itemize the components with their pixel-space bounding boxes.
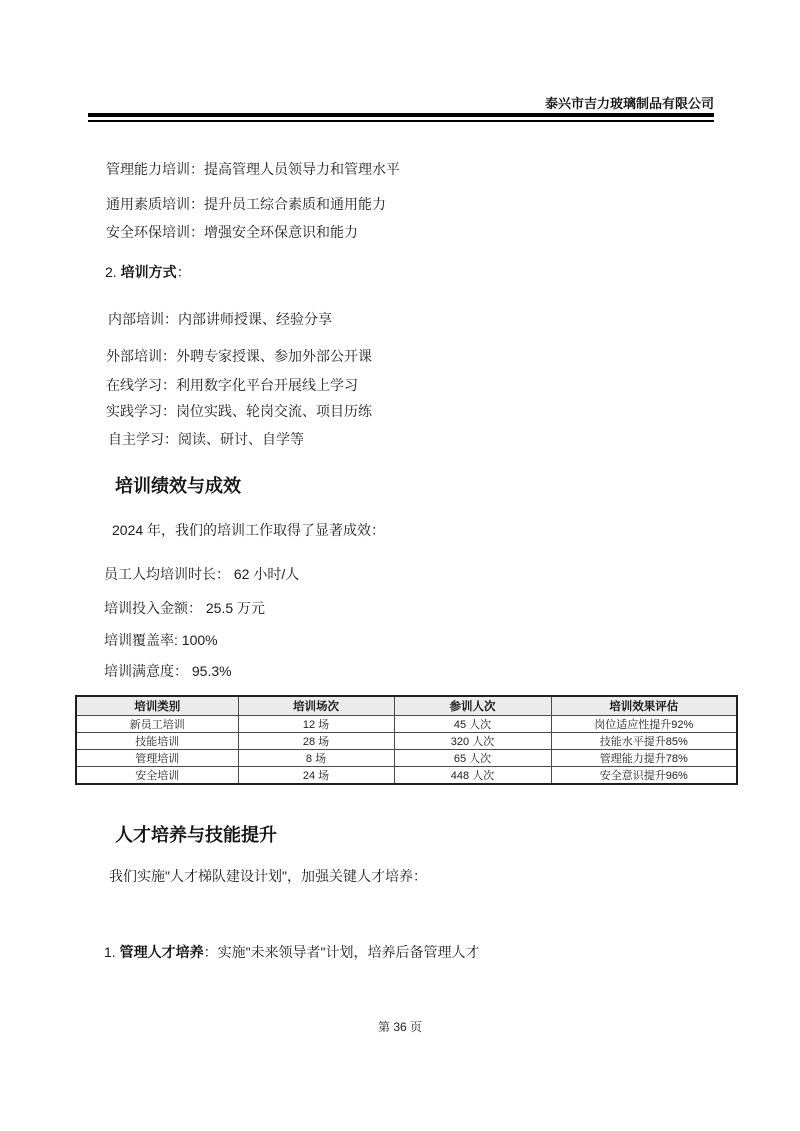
para-method-self-study: 自主学习：阅读、研讨、自学等 — [108, 431, 304, 447]
footer-page-number: 第 36 页 — [377, 1020, 423, 1034]
table-cell: 技能培训 — [76, 732, 238, 749]
table-cell: 448 人次 — [394, 766, 551, 784]
para-method-internal: 内部培训：内部讲师授课、经验分享 — [108, 311, 332, 327]
talent-item-number: 1. — [104, 944, 120, 960]
section-heading-performance: 培训绩效与成效 — [115, 476, 241, 496]
table-cell: 320 人次 — [394, 732, 551, 749]
table-header-row — [76, 696, 737, 715]
table-cell: 安全意识提升96% — [551, 766, 737, 784]
table-cell: 24 场 — [238, 766, 394, 784]
para-method-external: 外部培训：外聘专家授课、参加外部公开课 — [106, 348, 372, 364]
table-cell: 8 场 — [238, 749, 394, 766]
header-company-name: 泰兴市吉力玻璃制品有限公司 — [544, 96, 714, 111]
table-cell: 技能水平提升85% — [551, 732, 737, 749]
table-cell: 新员工培训 — [76, 715, 238, 732]
para-stat-satisfaction: 培训满意度： 95.3% — [104, 663, 232, 679]
methods-heading-number: 2. — [105, 264, 121, 280]
table-cell: 65 人次 — [394, 749, 551, 766]
para-method-online: 在线学习：利用数字化平台开展线上学习 — [106, 377, 358, 393]
table-cell: 12 场 — [238, 715, 394, 732]
table-header-effect: 培训效果评估 — [551, 696, 737, 715]
table-row — [76, 715, 737, 732]
para-stat-investment: 培训投入金额： 25.5 万元 — [104, 600, 266, 616]
table-cell: 安全培训 — [76, 766, 238, 784]
table-row — [76, 766, 737, 784]
training-stats-table — [75, 695, 738, 785]
para-training-type-management: 管理能力培训：提高管理人员领导力和管理水平 — [106, 161, 400, 177]
table-cell: 管理能力提升78% — [551, 749, 737, 766]
table-header-category: 培训类别 — [76, 696, 238, 715]
para-talent-intro: 我们实施"人才梯队建设计划"，加强关键人才培养： — [109, 868, 427, 884]
section-heading-talent: 人才培养与技能提升 — [115, 825, 277, 845]
para-methods-heading — [105, 264, 191, 281]
table-row — [76, 749, 737, 766]
para-stat-hours: 员工人均培训时长： 62 小时/人 — [104, 566, 300, 582]
para-method-practice: 实践学习：岗位实践、轮岗交流、项目历练 — [106, 403, 372, 419]
talent-item-desc: ：实施"未来领导者"计划，培养后备管理人才 — [203, 944, 480, 960]
table-cell: 管理培训 — [76, 749, 238, 766]
table-header-sessions: 培训场次 — [238, 696, 394, 715]
para-training-type-safety: 安全环保培训：增强安全环保意识和能力 — [106, 224, 358, 240]
para-performance-intro: 2024 年，我们的培训工作取得了显著成效： — [112, 522, 386, 538]
table-cell: 28 场 — [238, 732, 394, 749]
methods-heading-title: 培训方式 — [120, 264, 177, 280]
table-cell: 岗位适应性提升92% — [551, 715, 737, 732]
header-rule-thick — [88, 113, 714, 117]
table-row — [76, 732, 737, 749]
table-cell: 45 人次 — [394, 715, 551, 732]
talent-item-title: 管理人才培养 — [119, 944, 204, 960]
para-training-type-general: 通用素质培训：提升员工综合素质和通用能力 — [106, 196, 386, 212]
header-rule-thin — [88, 120, 714, 122]
para-talent-item-management — [104, 944, 480, 961]
para-stat-coverage: 培训覆盖率: 100% — [104, 632, 218, 648]
methods-heading-colon: ： — [176, 264, 191, 280]
table-header-participants: 参训人次 — [394, 696, 551, 715]
